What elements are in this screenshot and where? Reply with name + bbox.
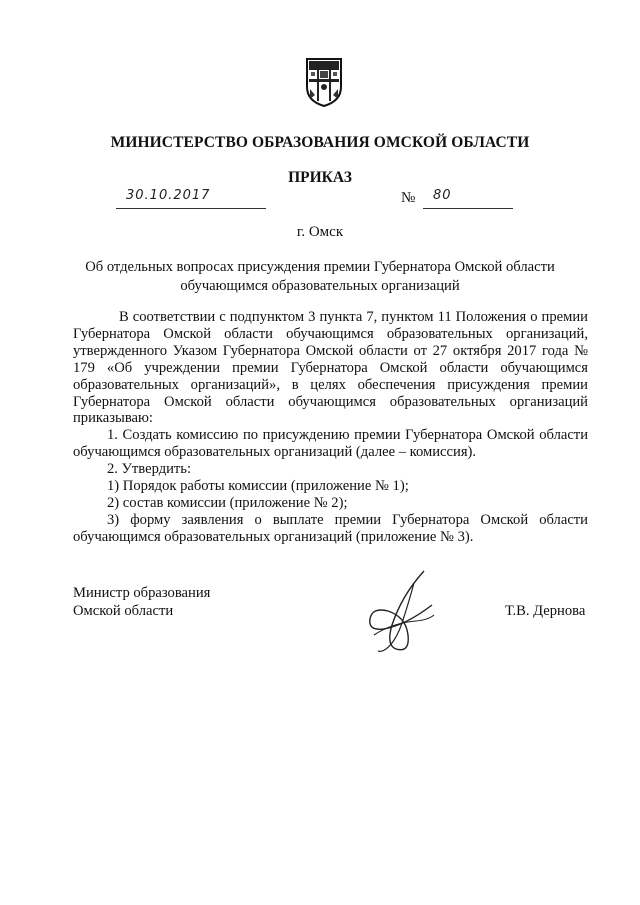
subitem-1: 1) Порядок работы комиссии (приложение № 1); xyxy=(107,478,409,495)
document-type: ПРИКАЗ xyxy=(288,169,352,186)
city: г. Омск xyxy=(296,224,344,240)
coat-of-arms-icon xyxy=(305,57,343,107)
order-subject xyxy=(60,258,580,296)
signature-icon xyxy=(362,565,442,660)
position-line-1: Министр образования xyxy=(73,585,211,601)
subject-line-2: обучающимся образовательных организаций xyxy=(180,278,460,294)
signatory-name: Т.В. Дернова xyxy=(505,603,586,619)
number-value: 80 xyxy=(433,188,452,203)
signatory-position xyxy=(73,584,210,620)
preamble-paragraph: В соответствии с подпунктом 3 пункта 7, пунктом 11 Положения о премии Губернатора Омской области обучающимся образовательных организаций, утвержденного Указом Губернатора Омской области от 27 октября 2017 года № 179 «Об учреждении премии Губернатора Омской области обучающимся образовательных организаций», в целях обеспечения присуждения премии Губернатора Омской области обучающимся образовательных организаций приказываю: xyxy=(73,309,588,427)
order-body xyxy=(73,309,588,546)
number-field xyxy=(423,190,513,209)
item-1: 1. Создать комиссию по присуждению премии Губернатора Омской области обучающимся образовательных организаций (далее – комиссия). xyxy=(73,427,588,461)
number-sign: № xyxy=(401,190,416,206)
position-line-2: Омской области xyxy=(73,603,174,619)
ministry-title: МИНИСТЕРСТВО ОБРАЗОВАНИЯ ОМСКОЙ ОБЛАСТИ xyxy=(110,134,530,151)
subitem-3: 3) форму заявления о выплате премии Губернатора Омской области обучающимся образовательных организаций (приложение № 3). xyxy=(73,511,588,545)
date-value: 30.10.2017 xyxy=(126,188,211,203)
subject-line-1: Об отдельных вопросах присуждения премии Губернатора Омской области xyxy=(85,259,555,275)
subitem-2: 2) состав комиссии (приложение № 2); xyxy=(107,494,348,511)
item-2: 2. Утвердить: xyxy=(107,461,192,478)
date-field xyxy=(116,190,266,209)
